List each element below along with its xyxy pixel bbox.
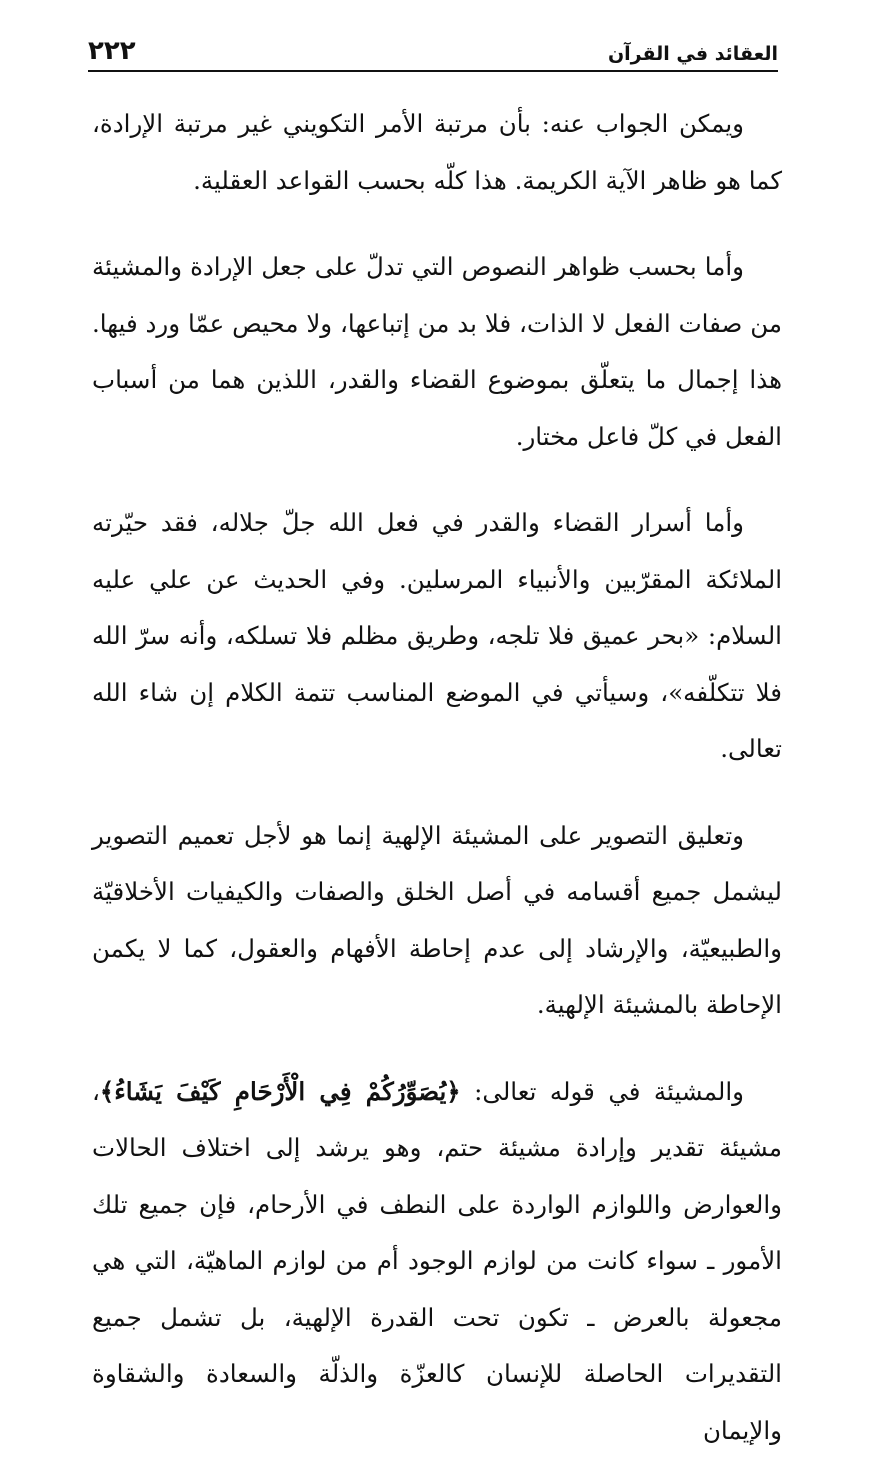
- paragraph-5-rest: ، مشيئة تقدير وإرادة مشيئة حتم، وهو يرشد إلى اختلاف الحالات والعوارض واللوازم الواردة على النطف في الأرحام، فإن جميع تلك الأمور ـ سواء كانت من لوازم الوجود أم من لوازم الماهيّة، التي هي مجعولة بالعرض ـ تكون تحت القدرة الإلهية، بل تشمل جميع التقديرات الحاصلة للإنسان كالعزّة والذلّة والسعادة والشقاوة والإيمان: [92, 1077, 782, 1445]
- page-header: [88, 24, 778, 72]
- quran-verse: ﴿يُصَوِّرُكُمْ فِي الْأَرْحَامِ كَيْفَ يَشَاءُ﴾: [100, 1077, 461, 1106]
- running-title: العقائد في القرآن: [608, 45, 778, 64]
- paragraph-5-intro: والمشيئة في قوله تعالى:: [474, 1077, 744, 1106]
- paragraph-4: وتعليق التصوير على المشيئة الإلهية إنما هو لأجل تعميم التصوير ليشمل جميع أقسامه في أصل الخلق والصفات والكيفيات الأخلاقيّة والطبيعيّة، والإرشاد إلى عدم إحاطة الأفهام والعقول، كما لا يكمن الإحاطة بالمشيئة الإلهية.: [92, 808, 782, 1034]
- body-text: [92, 96, 782, 1459]
- page-number: ٢٢٢: [88, 38, 136, 64]
- paragraph-2: وأما بحسب ظواهر النصوص التي تدلّ على جعل الإرادة والمشيئة من صفات الفعل لا الذات، فلا بد من إتباعها، ولا محيص عمّا ورد فيها. هذا إجمال ما يتعلّق بموضوع القضاء والقدر، اللذين هما من أسباب الفعل في كلّ فاعل مختار.: [92, 239, 782, 465]
- paragraph-5: [92, 1064, 782, 1459]
- paragraph-1: ويمكن الجواب عنه: بأن مرتبة الأمر التكويني غير مرتبة الإرادة، كما هو ظاهر الآية الكريمة. هذا كلّه بحسب القواعد العقلية.: [92, 96, 782, 209]
- paragraph-3: وأما أسرار القضاء والقدر في فعل الله جلّ جلاله، فقد حيّرته الملائكة المقرّبين والأنبياء المرسلين. وفي الحديث عن علي عليه السلام: «بحر عميق فلا تلجه، وطريق مظلم فلا تسلكه، وأنه سرّ الله فلا تتكلّفه»، وسيأتي في الموضع المناسب تتمة الكلام إن شاء الله تعالى.: [92, 495, 782, 778]
